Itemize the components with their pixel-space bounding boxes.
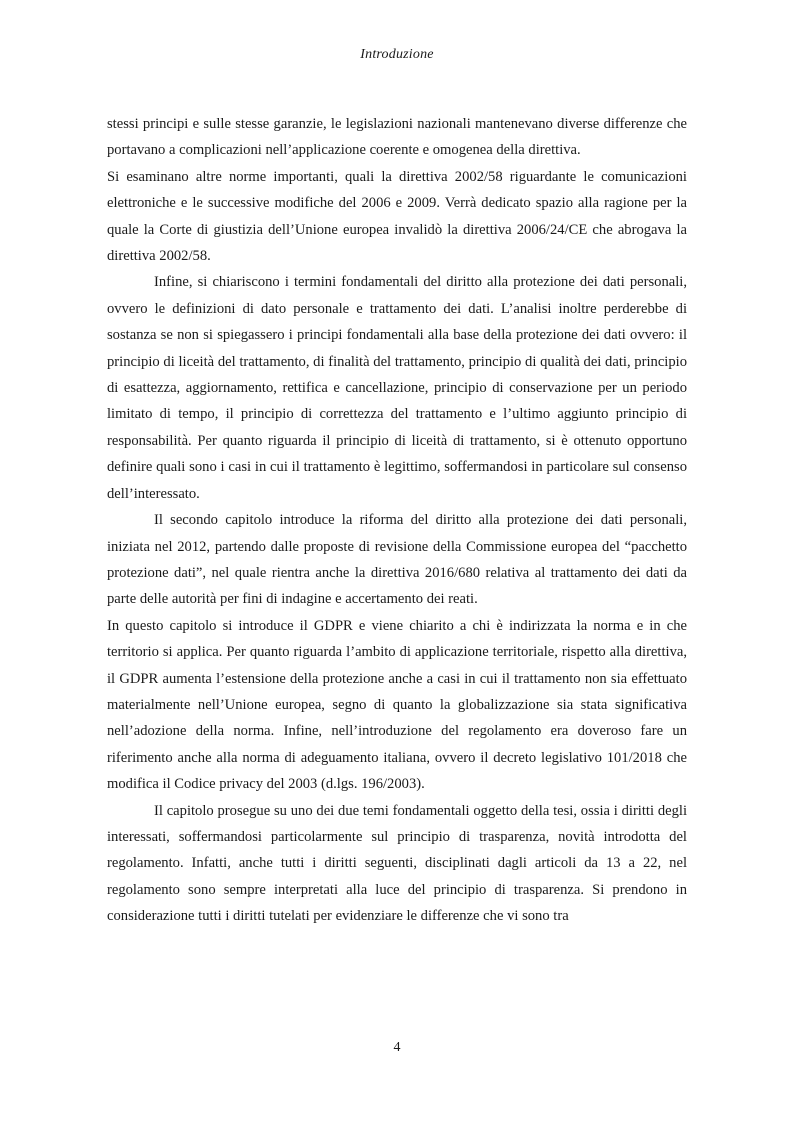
paragraph: Si esaminano altre norme importanti, quali la direttiva 2002/58 riguardante le comunicazioni elettroniche e le successive modifiche del 2006 e 2009. Verrà dedicato spazio alla ragione per la quale la Corte di giustizia dell’Unione europea invalidò la direttiva 2006/24/CE che abrogava la direttiva 2002/58. (107, 168, 687, 265)
paragraph: Il capitolo prosegue su uno dei due temi fondamentali oggetto della tesi, ossia i diritti degli interessati, soffermandosi particolarmente sul principio di trasparenza, novità introdotta del regolamento. Infatti, anche tutti i diritti seguenti, disciplinati dagli articoli da 13 a 22, nel regolamento sono sempre interpretati alla luce del principio di trasparenza. Si prendono in considerazione tutti i diritti tutelati per evidenziare le differenze che vi sono tra (107, 802, 687, 925)
running-header: Introduzione (360, 47, 434, 62)
paragraph: stessi principi e sulle stesse garanzie, le legislazioni nazionali mantenevano diverse differenze che portavano a complicazioni nell’applicazione coerente e omogenea della direttiva. (107, 116, 687, 159)
body-text (107, 111, 687, 930)
paragraph: Infine, si chiariscono i termini fondamentali del diritto alla protezione dei dati personali, ovvero le definizioni di dato personale e trattamento dei dati. L’analisi inoltre perderebbe di sostanza se non si spiegassero i principi fondamentali alla base della protezione dei dati ovvero: il principio di liceità del trattamento, di finalità del trattamento, principio di qualità dei dati, principio di esattezza, aggiornamento, rettifica e cancellazione, principio di conservazione per un periodo limitato di tempo, il principio di correttezza del trattamento e l’ultimo aggiunto principio di responsabilità. Per quanto riguarda il principio di liceità di trattamento, si è ottenuto opportuno definire quali sono i casi in cui il trattamento è legittimo, soffermandosi in particolare sul consenso dell’interessato. (107, 274, 687, 502)
paragraph: In questo capitolo si introduce il GDPR e viene chiarito a chi è indirizzata la norma e in che territorio si applica. Per quanto riguarda l’ambito di applicazione territoriale, rispetto alla direttiva, il GDPR aumenta l’estensione della protezione anche a casi in cui il trattamento non sia effettuato materialmente nell’Unione europea, segno di quanto la globalizzazione sia stata significativa nell’adozione della norma. Infine, nell’introduzione del regolamento era doveroso fare un riferimento anche alla norma di adeguamento italiana, ovvero il decreto legislativo 101/2018 che modifica il Codice privacy del 2003 (d.lgs. 196/2003). (107, 617, 687, 793)
page-number: 4 (393, 1040, 401, 1055)
paragraph: Il secondo capitolo introduce la riforma del diritto alla protezione dei dati personali, iniziata nel 2012, partendo dalle proposte di revisione della Commissione europea del “pacchetto protezione dati”, nel quale rientra anche la direttiva 2016/680 relativa al trattamento dei dati da parte delle autorità per fini di indagine e accertamento dei reati. (107, 512, 687, 608)
